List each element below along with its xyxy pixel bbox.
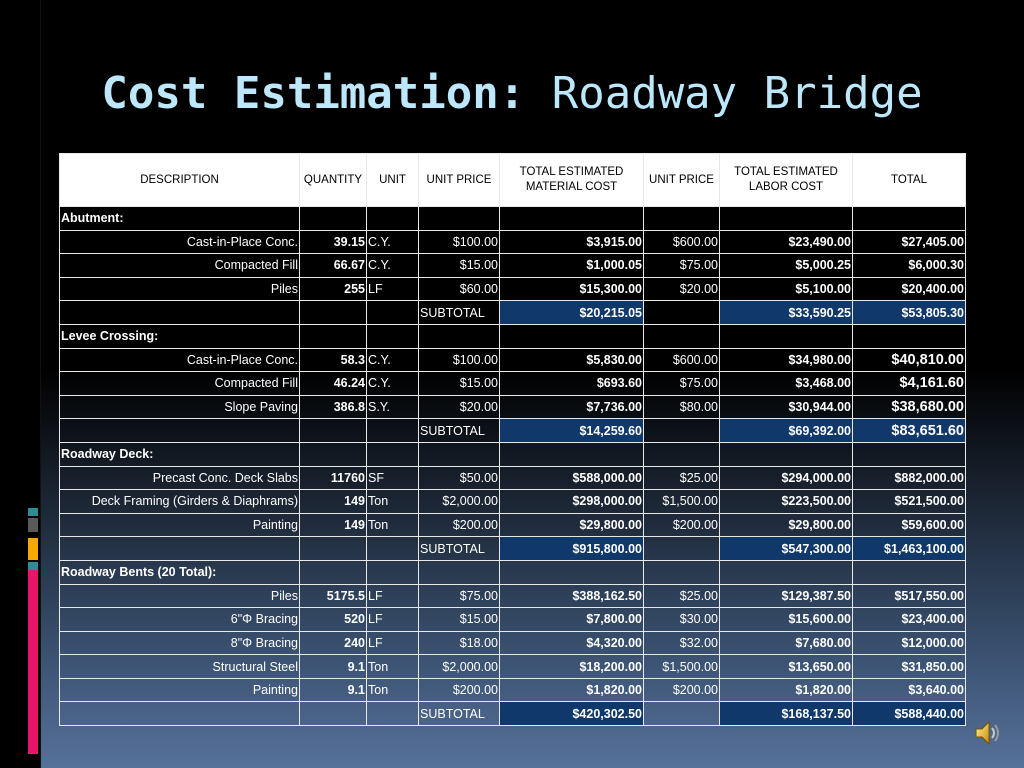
empty-cell: [644, 537, 720, 561]
cell-total: $27,405.00: [853, 230, 966, 254]
empty-cell: [367, 442, 419, 466]
cell-labor-cost: $3,468.00: [720, 372, 853, 396]
subtotal-labor-cost: $168,137.50: [720, 702, 853, 726]
cell-total: $521,500.00: [853, 490, 966, 514]
cell-unit-price: $200.00: [419, 513, 500, 537]
cell-unit: C.Y.: [367, 348, 419, 372]
cell-unit: C.Y.: [367, 254, 419, 278]
table-row: [60, 348, 966, 372]
cell-quantity: 149: [300, 490, 367, 514]
empty-cell: [644, 301, 720, 325]
section-row: [60, 207, 966, 231]
cell-description: Precast Conc. Deck Slabs: [60, 466, 300, 490]
empty-cell: [367, 301, 419, 325]
cell-labor-cost: $7,680.00: [720, 631, 853, 655]
cell-labor-unit-price: $1,500.00: [644, 490, 720, 514]
empty-cell: [300, 442, 367, 466]
empty-cell: [720, 560, 853, 584]
cell-material-cost: $29,800.00: [500, 513, 644, 537]
empty-cell: [720, 207, 853, 231]
empty-cell: [644, 442, 720, 466]
cell-material-cost: $588,000.00: [500, 466, 644, 490]
cell-unit-price: $100.00: [419, 230, 500, 254]
cell-labor-unit-price: $30.00: [644, 608, 720, 632]
cell-description: Compacted Fill: [60, 254, 300, 278]
empty-cell: [300, 537, 367, 561]
cell-labor-unit-price: $1,500.00: [644, 655, 720, 679]
header-total: TOTAL: [853, 154, 966, 207]
accent-bar-teal: [28, 508, 38, 516]
cell-material-cost: $1,000.05: [500, 254, 644, 278]
empty-cell: [60, 419, 300, 443]
cell-labor-cost: $5,000.25: [720, 254, 853, 278]
subtotal-material-cost: $14,259.60: [500, 419, 644, 443]
cell-unit-price: $20.00: [419, 395, 500, 419]
cell-unit: S.Y.: [367, 395, 419, 419]
cell-quantity: 149: [300, 513, 367, 537]
empty-cell: [500, 207, 644, 231]
empty-cell: [500, 560, 644, 584]
subtotal-label: SUBTOTAL: [419, 702, 500, 726]
cell-labor-cost: $129,387.50: [720, 584, 853, 608]
empty-cell: [644, 560, 720, 584]
table-row: [60, 395, 966, 419]
cell-unit-price: $15.00: [419, 608, 500, 632]
cell-labor-cost: $223,500.00: [720, 490, 853, 514]
cell-quantity: 240: [300, 631, 367, 655]
cell-labor-cost: $34,980.00: [720, 348, 853, 372]
empty-cell: [367, 419, 419, 443]
cell-quantity: 5175.5: [300, 584, 367, 608]
empty-cell: [720, 324, 853, 348]
empty-cell: [367, 207, 419, 231]
table-header-row: [60, 154, 966, 207]
cell-labor-cost: $29,800.00: [720, 513, 853, 537]
header-labor-unit-price: UNIT PRICE: [644, 154, 720, 207]
slide-title-bold: Cost Estimation:: [101, 68, 526, 119]
table-body: [60, 207, 966, 726]
subtotal-label: SUBTOTAL: [419, 301, 500, 325]
table-row: [60, 466, 966, 490]
cell-labor-cost: $23,490.00: [720, 230, 853, 254]
cell-material-cost: $7,736.00: [500, 395, 644, 419]
cell-unit: Ton: [367, 655, 419, 679]
cell-total: $12,000.00: [853, 631, 966, 655]
section-label: Abutment:: [60, 207, 300, 231]
speaker-icon[interactable]: [972, 718, 1002, 748]
subtotal-labor-cost: $69,392.00: [720, 419, 853, 443]
header-description: DESCRIPTION: [60, 154, 300, 207]
cell-labor-unit-price: $32.00: [644, 631, 720, 655]
empty-cell: [419, 442, 500, 466]
cell-total: $59,600.00: [853, 513, 966, 537]
cell-unit-price: $50.00: [419, 466, 500, 490]
empty-cell: [300, 324, 367, 348]
empty-cell: [644, 419, 720, 443]
cell-labor-unit-price: $600.00: [644, 230, 720, 254]
cell-labor-unit-price: $25.00: [644, 584, 720, 608]
accent-bar-teal-2: [28, 562, 38, 570]
cell-quantity: 11760: [300, 466, 367, 490]
cell-unit-price: $15.00: [419, 372, 500, 396]
cell-unit-price: $60.00: [419, 277, 500, 301]
cell-material-cost: $4,320.00: [500, 631, 644, 655]
empty-cell: [300, 419, 367, 443]
header-unit-price: UNIT PRICE: [419, 154, 500, 207]
empty-cell: [419, 207, 500, 231]
cell-unit-price: $18.00: [419, 631, 500, 655]
empty-cell: [419, 324, 500, 348]
cell-total: $4,161.60: [853, 372, 966, 396]
subtotal-total: $83,651.60: [853, 419, 966, 443]
empty-cell: [367, 560, 419, 584]
table-row: [60, 277, 966, 301]
empty-cell: [644, 324, 720, 348]
cell-description: Cast-in-Place Conc.: [60, 348, 300, 372]
header-quantity: QUANTITY: [300, 154, 367, 207]
subtotal-row: [60, 301, 966, 325]
empty-cell: [853, 207, 966, 231]
table-row: [60, 631, 966, 655]
empty-cell: [300, 207, 367, 231]
accent-bar-gray: [28, 518, 38, 532]
subtotal-material-cost: $20,215.05: [500, 301, 644, 325]
cell-unit-price: $15.00: [419, 254, 500, 278]
empty-cell: [500, 442, 644, 466]
cell-labor-unit-price: $600.00: [644, 348, 720, 372]
cell-unit: LF: [367, 631, 419, 655]
empty-cell: [720, 442, 853, 466]
empty-cell: [644, 702, 720, 726]
cell-description: Compacted Fill: [60, 372, 300, 396]
cell-total: $882,000.00: [853, 466, 966, 490]
cell-labor-cost: $5,100.00: [720, 277, 853, 301]
cell-labor-unit-price: $75.00: [644, 372, 720, 396]
cell-material-cost: $5,830.00: [500, 348, 644, 372]
cell-unit: Ton: [367, 678, 419, 702]
empty-cell: [60, 301, 300, 325]
cell-description: Piles: [60, 584, 300, 608]
cell-material-cost: $298,000.00: [500, 490, 644, 514]
cell-description: Painting: [60, 513, 300, 537]
empty-cell: [853, 560, 966, 584]
subtotal-total: $53,805.30: [853, 301, 966, 325]
empty-cell: [853, 442, 966, 466]
cell-labor-unit-price: $200.00: [644, 513, 720, 537]
table-row: [60, 372, 966, 396]
cell-unit: C.Y.: [367, 230, 419, 254]
subtotal-total: $588,440.00: [853, 702, 966, 726]
cell-total: $20,400.00: [853, 277, 966, 301]
empty-cell: [300, 301, 367, 325]
cell-unit-price: $2,000.00: [419, 655, 500, 679]
cell-material-cost: $18,200.00: [500, 655, 644, 679]
cell-quantity: 66.67: [300, 254, 367, 278]
cell-description: Deck Framing (Girders & Diaphrams): [60, 490, 300, 514]
cell-unit: Ton: [367, 490, 419, 514]
section-row: [60, 324, 966, 348]
table-row: [60, 655, 966, 679]
cell-total: $517,550.00: [853, 584, 966, 608]
table-row: [60, 678, 966, 702]
cell-labor-unit-price: $20.00: [644, 277, 720, 301]
empty-cell: [300, 560, 367, 584]
cell-total: $23,400.00: [853, 608, 966, 632]
subtotal-label: SUBTOTAL: [419, 537, 500, 561]
cell-unit: LF: [367, 584, 419, 608]
empty-cell: [367, 324, 419, 348]
section-label: Roadway Bents (20 Total):: [60, 560, 300, 584]
cell-unit-price: $200.00: [419, 678, 500, 702]
subtotal-labor-cost: $33,590.25: [720, 301, 853, 325]
cell-unit: LF: [367, 608, 419, 632]
cell-unit: Ton: [367, 513, 419, 537]
empty-cell: [300, 702, 367, 726]
cell-labor-cost: $294,000.00: [720, 466, 853, 490]
table-row: [60, 584, 966, 608]
cell-total: $6,000.30: [853, 254, 966, 278]
header-unit: UNIT: [367, 154, 419, 207]
cell-labor-cost: $1,820.00: [720, 678, 853, 702]
cell-unit-price: $100.00: [419, 348, 500, 372]
section-row: [60, 560, 966, 584]
cell-labor-unit-price: $75.00: [644, 254, 720, 278]
cell-labor-cost: $15,600.00: [720, 608, 853, 632]
cost-estimation-table: [59, 153, 966, 726]
table-row: [60, 513, 966, 537]
table-row: [60, 608, 966, 632]
cell-labor-unit-price: $25.00: [644, 466, 720, 490]
cell-unit: SF: [367, 466, 419, 490]
cell-description: 8"Φ Bracing: [60, 631, 300, 655]
subtotal-material-cost: $420,302.50: [500, 702, 644, 726]
cell-quantity: 58.3: [300, 348, 367, 372]
empty-cell: [367, 702, 419, 726]
cell-description: Cast-in-Place Conc.: [60, 230, 300, 254]
empty-cell: [500, 324, 644, 348]
cell-material-cost: $3,915.00: [500, 230, 644, 254]
subtotal-row: [60, 419, 966, 443]
subtotal-row: [60, 537, 966, 561]
subtotal-label: SUBTOTAL: [419, 419, 500, 443]
section-label: Levee Crossing:: [60, 324, 300, 348]
cell-labor-cost: $30,944.00: [720, 395, 853, 419]
subtotal-row: [60, 702, 966, 726]
empty-cell: [60, 537, 300, 561]
table-row: [60, 490, 966, 514]
cell-material-cost: $693.60: [500, 372, 644, 396]
header-labor-cost: TOTAL ESTIMATED LABOR COST: [720, 154, 853, 207]
subtotal-labor-cost: $547,300.00: [720, 537, 853, 561]
cell-total: $40,810.00: [853, 348, 966, 372]
accent-bar-orange: [28, 538, 38, 560]
cell-total: $31,850.00: [853, 655, 966, 679]
cell-description: Slope Paving: [60, 395, 300, 419]
subtotal-total: $1,463,100.00: [853, 537, 966, 561]
cell-unit: LF: [367, 277, 419, 301]
cell-quantity: 9.1: [300, 678, 367, 702]
cell-description: 6"Φ Bracing: [60, 608, 300, 632]
cell-unit-price: $75.00: [419, 584, 500, 608]
cell-quantity: 46.24: [300, 372, 367, 396]
subtotal-material-cost: $915,800.00: [500, 537, 644, 561]
section-label: Roadway Deck:: [60, 442, 300, 466]
empty-cell: [644, 207, 720, 231]
table-row: [60, 254, 966, 278]
cell-material-cost: $15,300.00: [500, 277, 644, 301]
cell-total: $38,680.00: [853, 395, 966, 419]
cell-quantity: 9.1: [300, 655, 367, 679]
slide-title: [0, 66, 1024, 122]
accent-bar-pink: [28, 570, 38, 754]
cell-labor-unit-price: $200.00: [644, 678, 720, 702]
cell-quantity: 39.15: [300, 230, 367, 254]
cell-description: Structural Steel: [60, 655, 300, 679]
empty-cell: [60, 702, 300, 726]
cell-material-cost: $7,800.00: [500, 608, 644, 632]
cell-quantity: 386.8: [300, 395, 367, 419]
header-material-cost: TOTAL ESTIMATED MATERIAL COST: [500, 154, 644, 207]
section-row: [60, 442, 966, 466]
cell-description: Piles: [60, 277, 300, 301]
cell-total: $3,640.00: [853, 678, 966, 702]
cell-unit-price: $2,000.00: [419, 490, 500, 514]
empty-cell: [419, 560, 500, 584]
cell-quantity: 520: [300, 608, 367, 632]
cell-unit: C.Y.: [367, 372, 419, 396]
cell-quantity: 255: [300, 277, 367, 301]
cell-labor-unit-price: $80.00: [644, 395, 720, 419]
cell-labor-cost: $13,650.00: [720, 655, 853, 679]
table-row: [60, 230, 966, 254]
slide-title-light: Roadway Bridge: [551, 68, 923, 119]
empty-cell: [367, 537, 419, 561]
empty-cell: [853, 324, 966, 348]
cell-material-cost: $388,162.50: [500, 584, 644, 608]
cell-material-cost: $1,820.00: [500, 678, 644, 702]
cell-description: Painting: [60, 678, 300, 702]
